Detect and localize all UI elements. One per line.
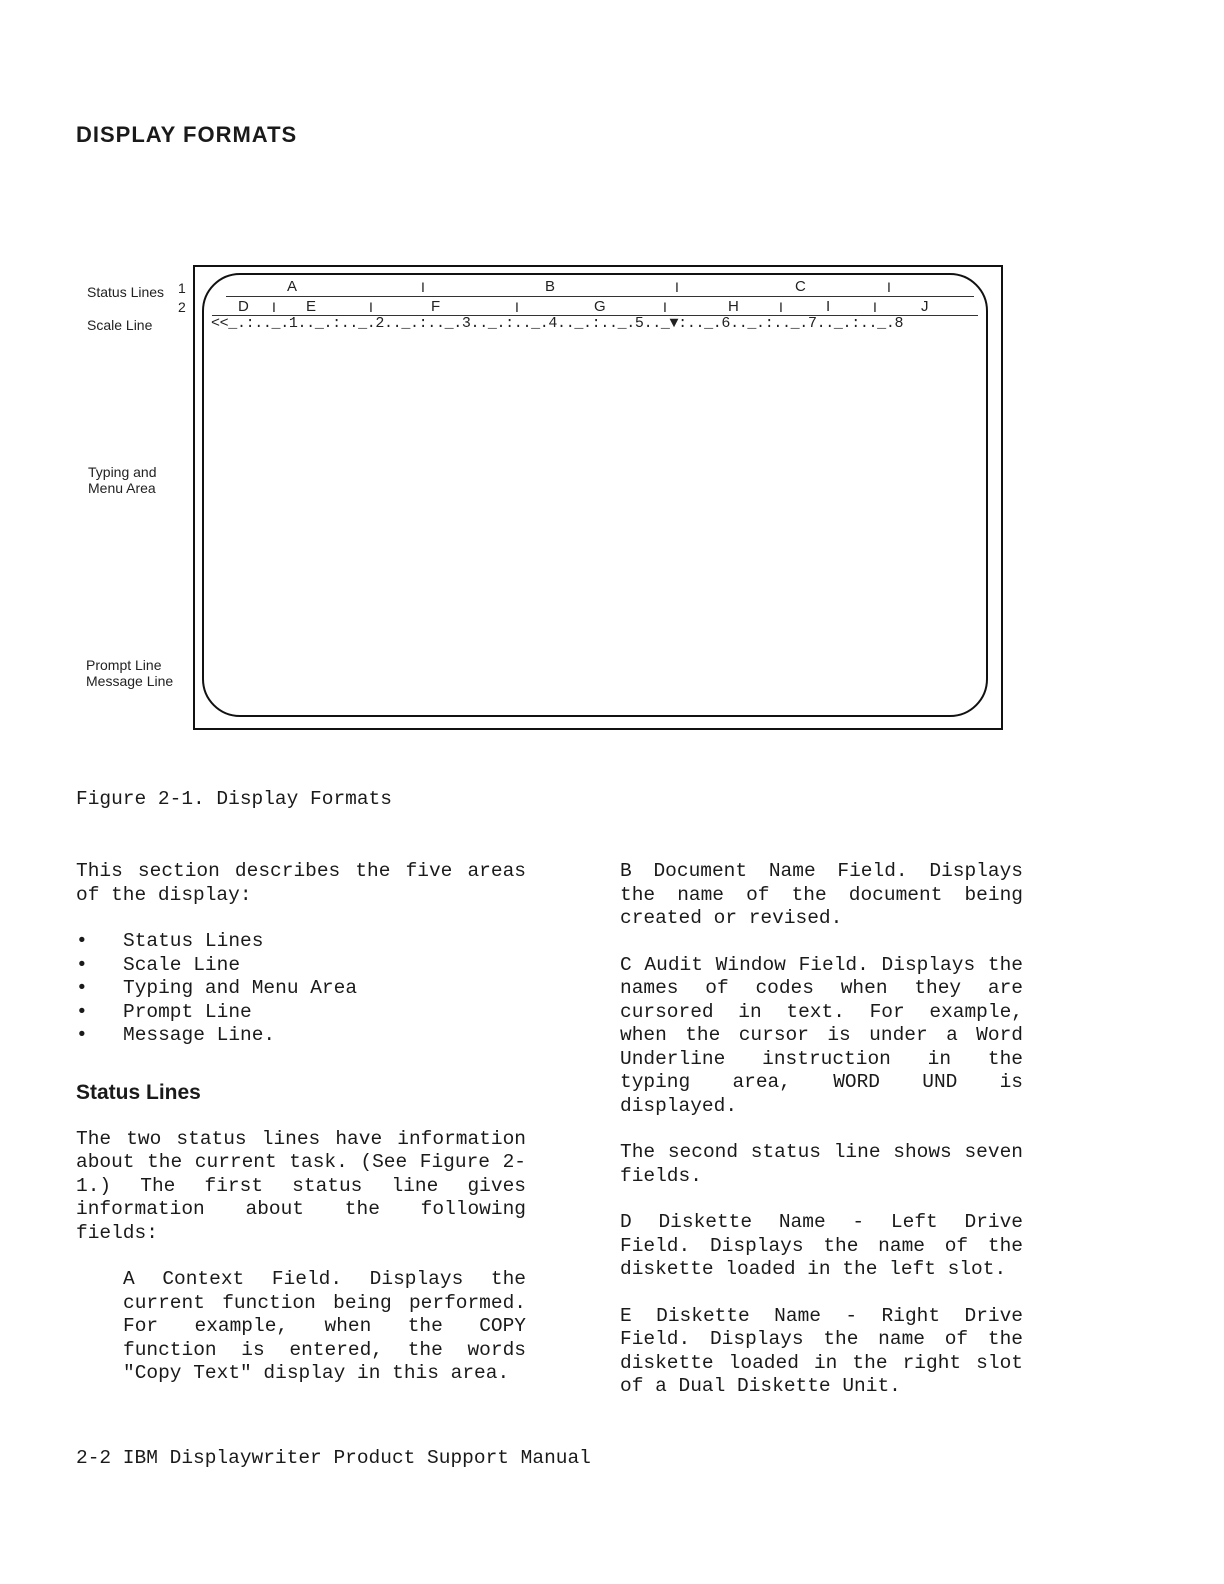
- scale-line: <<_.:.._.1.._.:.._.2.._.:.._.3.._.:.._.4.._.:.._.5.._▼:.._.6.._.:.._.7.._.:.._.8: [211, 315, 904, 332]
- list-item-label: Prompt Line: [123, 1000, 252, 1023]
- status-lines-heading: Status Lines: [76, 1080, 201, 1104]
- right-column: [620, 860, 1023, 1399]
- label-status-lines: Status Lines: [87, 284, 165, 300]
- list-item-label: Message Line.: [123, 1024, 276, 1046]
- label-typing-area-line-1: Typing and: [88, 464, 157, 480]
- bullet-icon: •: [76, 953, 88, 976]
- bullet-icon: •: [76, 977, 88, 999]
- status-line-2-separator: I: [779, 299, 783, 315]
- list-item: [76, 930, 526, 954]
- list-item-label: Typing and Menu Area: [123, 977, 358, 999]
- list-item-label: Status Lines: [123, 930, 264, 952]
- second-status-line-intro: The second status line shows seven fields.: [620, 1141, 1023, 1187]
- label-scale-line: Scale Line: [87, 317, 153, 333]
- bullet-icon: •: [76, 1024, 88, 1046]
- display-areas-list: [76, 930, 526, 1048]
- figure-caption: Figure 2-1. Display Formats: [76, 788, 392, 810]
- status-lines-paragraph: The two status lines have information about the current task. (See Figure 2-1.) The first status line gives information about the following fields:: [76, 1127, 526, 1244]
- status-line-2-separator: I: [663, 299, 667, 315]
- list-item: [76, 977, 526, 1001]
- left-column: [76, 860, 526, 1386]
- list-item: [76, 1001, 526, 1025]
- status-line-2-separator: I: [369, 299, 373, 315]
- status-field-e: E: [306, 298, 317, 315]
- field-e-description: E Diskette Name - Right Drive Field. Displays the name of the diskette loaded in the right slot of a Dual Diskette Unit.: [620, 1304, 1023, 1397]
- status-line-2-separator: I: [272, 299, 276, 315]
- status-field-f: F: [431, 298, 441, 315]
- intro-paragraph: This section describes the five areas of the display:: [76, 860, 526, 906]
- label-typing-area: [88, 464, 157, 496]
- label-prompt-line: Prompt Line: [86, 657, 162, 673]
- list-item: [76, 1024, 526, 1048]
- page-footer: 2-2 IBM Displaywriter Product Support Manual: [76, 1447, 591, 1469]
- status-line-1-separator: I: [887, 279, 891, 295]
- field-c-description: C Audit Window Field. Displays the names of codes when they are cursored in text. For example, when the cursor is under a Word Underline instruction in the typing area, WORD UND is displayed.: [620, 953, 1023, 1117]
- status-field-i: I: [826, 298, 831, 315]
- bullet-icon: •: [76, 930, 88, 952]
- list-item-label: Scale Line: [123, 953, 241, 976]
- bullet-icon: •: [76, 1000, 88, 1023]
- field-d-description: D Diskette Name - Left Drive Field. Displays the name of the diskette loaded in the left slot.: [620, 1211, 1023, 1280]
- label-message-line: Message Line: [86, 673, 174, 689]
- status-line-1-separator: I: [421, 279, 425, 295]
- list-item: [76, 954, 526, 978]
- field-a-description: A Context Field. Displays the current function being performed. For example, when the COPY function is entered, the words "Copy Text" display in this area.: [123, 1268, 526, 1384]
- status-field-b: B: [545, 278, 556, 295]
- status-field-g: G: [594, 298, 606, 315]
- status-field-j: J: [921, 298, 929, 315]
- status-field-d: D: [238, 298, 249, 315]
- field-b-description: B Document Name Field. Displays the name of the document being created or revised.: [620, 860, 1023, 929]
- status-field-h: H: [728, 298, 739, 315]
- status-line-1-separator: I: [675, 279, 679, 295]
- label-typing-area-line-2: Menu Area: [88, 480, 156, 496]
- status-field-a: A: [287, 278, 298, 295]
- status-line-2-separator: I: [873, 299, 877, 315]
- status-line-2-separator: I: [515, 299, 519, 315]
- section-heading: DISPLAY FORMATS: [76, 122, 298, 147]
- status-line-number-2: 2: [178, 299, 186, 315]
- status-field-c: C: [795, 278, 806, 295]
- display-screen: [202, 273, 988, 717]
- status-line-number-1: 1: [178, 280, 186, 296]
- status-line-1-rule: [226, 296, 974, 297]
